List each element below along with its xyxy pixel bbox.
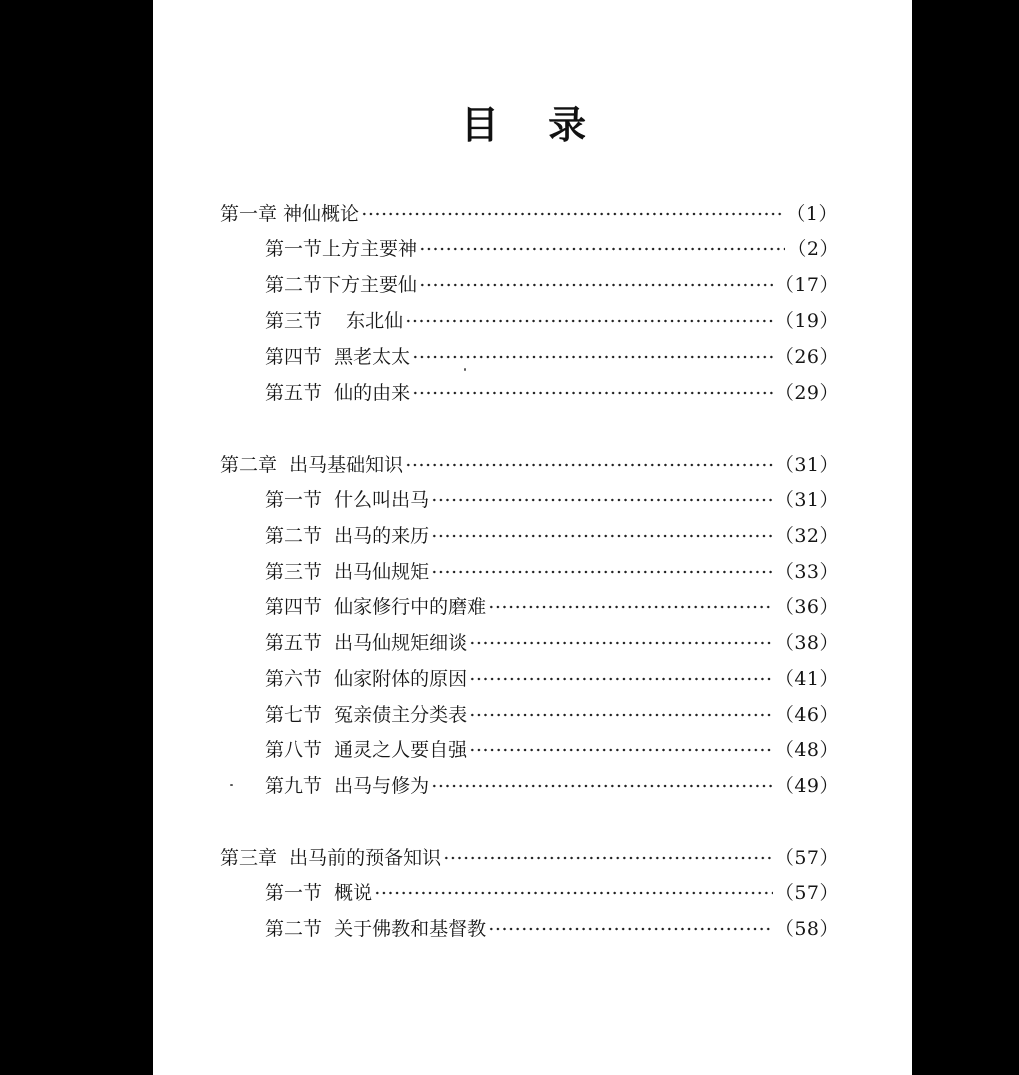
toc-page-number: （19） (774, 309, 839, 332)
toc-chapter-1 (220, 197, 838, 227)
toc-chapter-2 (220, 448, 839, 478)
toc-section-label: 第五节 仙的由来 (265, 381, 411, 404)
toc-chapter-3 (220, 841, 839, 871)
toc-section-2-1 (265, 483, 839, 513)
toc-section-2-2 (265, 519, 839, 549)
toc-section-label: 第一节 概说 (265, 881, 373, 904)
toc-section-2-3 (265, 555, 839, 585)
dot-leader (469, 626, 773, 656)
dot-leader (469, 733, 773, 763)
toc-section-1-3 (265, 304, 839, 334)
toc-section-2-5 (265, 626, 839, 656)
toc-section-label: 第四节 黑老太太 (265, 345, 411, 368)
toc-page-number: （31） (774, 453, 839, 476)
toc-page-number: （48） (774, 738, 839, 761)
dot-leader (469, 698, 773, 728)
dot-leader (374, 876, 773, 906)
toc-page-number: （57） (774, 846, 839, 869)
toc-section-3-2 (265, 912, 839, 942)
toc-section-label: 第一节上方主要神 (265, 237, 418, 260)
page-title: 目 录 (460, 102, 605, 147)
toc-section-label: 第六节 仙家附体的原因 (265, 667, 468, 690)
dot-leader (405, 448, 773, 478)
dot-leader (412, 340, 773, 370)
dot-leader (443, 841, 773, 871)
dot-leader (419, 268, 773, 298)
scan-speck (230, 784, 233, 786)
toc-chapter-label: 第二章 出马基础知识 (220, 453, 404, 476)
toc-page-number: （36） (774, 595, 839, 618)
toc-page-number: （46） (774, 703, 839, 726)
dot-leader (431, 555, 773, 585)
toc-section-label: 第八节 通灵之人要自强 (265, 738, 468, 761)
toc-section-3-1 (265, 876, 839, 906)
toc-section-1-1 (265, 232, 839, 262)
toc-section-label: 第五节 出马仙规矩细谈 (265, 631, 468, 654)
toc-section-label: 第四节 仙家修行中的磨难 (265, 595, 487, 618)
toc-page-number: （38） (774, 631, 839, 654)
toc-section-1-5 (265, 376, 839, 406)
toc-page-number: （58） (774, 917, 839, 940)
toc-section-label: 第三节 出马仙规矩 (265, 560, 430, 583)
toc-section-label: 第三节 东北仙 (265, 309, 404, 332)
toc-page-number: （49） (774, 774, 839, 797)
toc-section-1-2 (265, 268, 839, 298)
dot-leader (431, 483, 773, 513)
dot-leader (469, 662, 773, 692)
toc-page-number: （26） (774, 345, 839, 368)
dot-leader (431, 519, 773, 549)
dot-leader (419, 232, 785, 262)
toc-section-label: 第二节 出马的来历 (265, 524, 430, 547)
toc-section-label: 第九节 出马与修为 (265, 774, 430, 797)
toc-page-number: （57） (774, 881, 839, 904)
toc-section-2-9 (265, 769, 839, 799)
toc-section-2-7 (265, 698, 839, 728)
toc-section-label: 第七节 冤亲债主分类表 (265, 703, 468, 726)
toc-chapter-label: 第一章 神仙概论 (220, 202, 360, 225)
toc-page-number: （33） (774, 560, 839, 583)
toc-page-number: （29） (774, 381, 839, 404)
toc-section-2-6 (265, 662, 839, 692)
document-page (153, 0, 912, 1075)
toc-page-number: （31） (774, 488, 839, 511)
toc-page-number: （2） (787, 237, 839, 260)
toc-section-label: 第二节下方主要仙 (265, 273, 418, 296)
dot-leader (412, 376, 773, 406)
toc-page-number: （1） (786, 202, 838, 225)
toc-page-number: （41） (774, 667, 839, 690)
scan-speck (464, 368, 466, 371)
dot-leader (488, 912, 773, 942)
toc-section-label: 第一节 什么叫出马 (265, 488, 430, 511)
toc-section-label: 第二节 关于佛教和基督教 (265, 917, 487, 940)
dot-leader (488, 590, 773, 620)
toc-section-2-4 (265, 590, 839, 620)
toc-section-1-4 (265, 340, 839, 370)
toc-chapter-label: 第三章 出马前的预备知识 (220, 846, 442, 869)
toc-page-number: （32） (774, 524, 839, 547)
toc-section-2-8 (265, 733, 839, 763)
dot-leader (405, 304, 773, 334)
dot-leader (431, 769, 773, 799)
toc-page-number: （17） (774, 273, 839, 296)
dot-leader (361, 197, 784, 227)
